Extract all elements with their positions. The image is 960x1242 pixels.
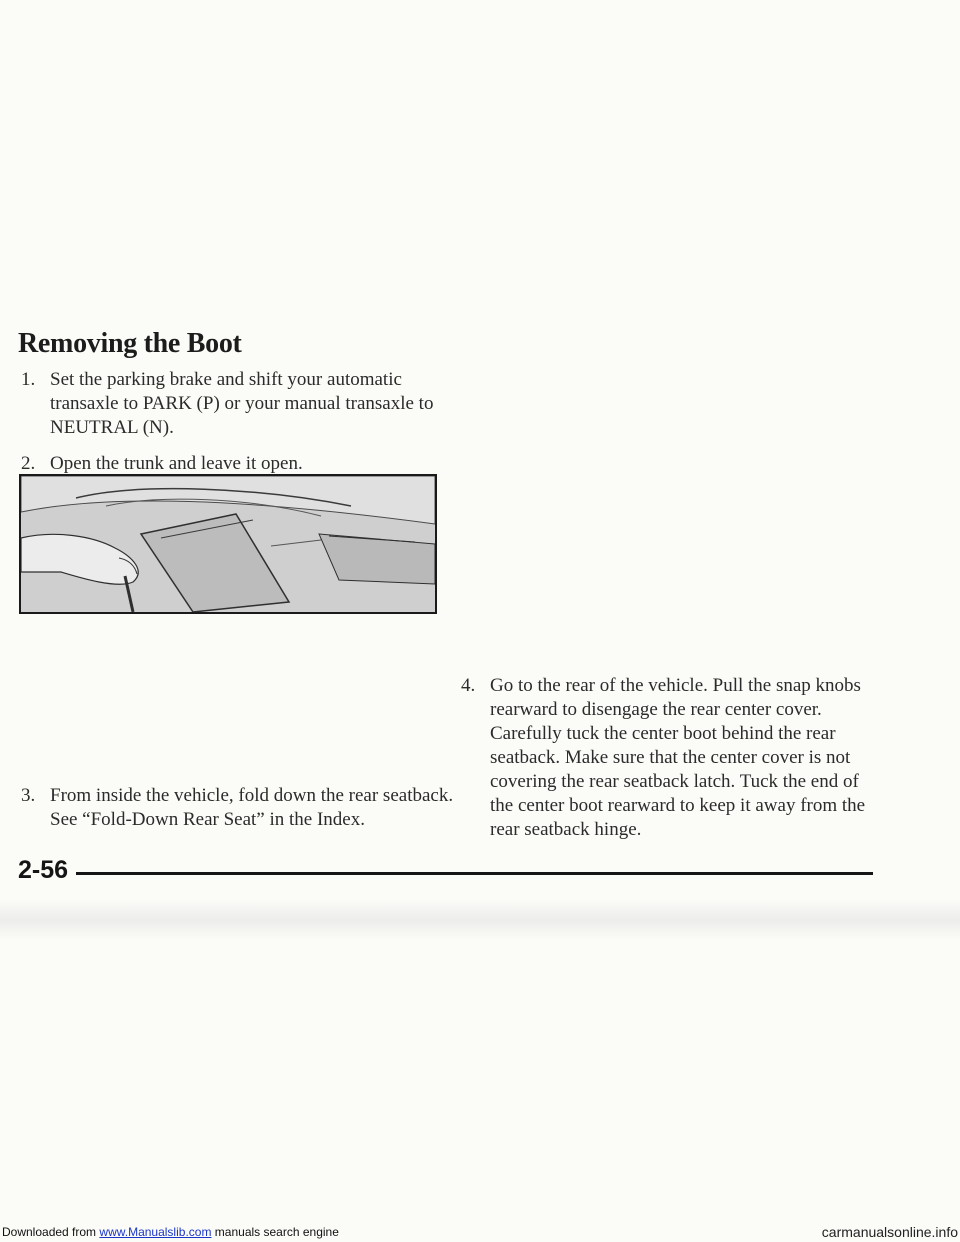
step-3 [21, 784, 461, 832]
left-figure-visible-final [19, 474, 437, 614]
step-4 [461, 674, 881, 842]
step-2 [21, 452, 441, 476]
download-banner [0, 1222, 960, 1242]
banner-suffix: manuals search engine [214, 1225, 339, 1239]
step-text: Go to the rear of the vehicle. Pull the snap knobs rearward to disengage the rear center cover. Carefully tuck the center boot behind the rear seatback. Make sure that the center cover is not covering the rear seatback latch. Tuck the end of the center boot rearward to keep it away from the rear seatback hinge. [490, 675, 866, 840]
step-1 [21, 368, 441, 440]
footer-rule [76, 872, 873, 875]
scan-smudge [0, 900, 960, 940]
section-title: Removing the Boot [18, 328, 242, 359]
banner-prefix: Downloaded from [2, 1225, 97, 1239]
manualslib-link[interactable]: www.Manualslib.com [99, 1225, 212, 1239]
step-text: Set the parking brake and shift your automatic transaxle to PARK (P) or your manual transaxle to NEUTRAL (N). [50, 369, 434, 438]
step-text: From inside the vehicle, fold down the rear seatback. See “Fold-Down Rear Seat” in the Index. [50, 785, 454, 830]
page-number: 2-56 [18, 856, 69, 884]
banner-text [2, 1222, 339, 1242]
step-number: 2. [21, 453, 36, 474]
watermark: carmanualsonline.info [821, 1224, 958, 1240]
left-figure-visible-final-svg [21, 476, 435, 612]
step-text: Open the trunk and leave it open. [50, 453, 303, 474]
step-number: 3. [21, 785, 36, 806]
step-number: 4. [461, 675, 476, 696]
step-number: 1. [21, 369, 36, 390]
